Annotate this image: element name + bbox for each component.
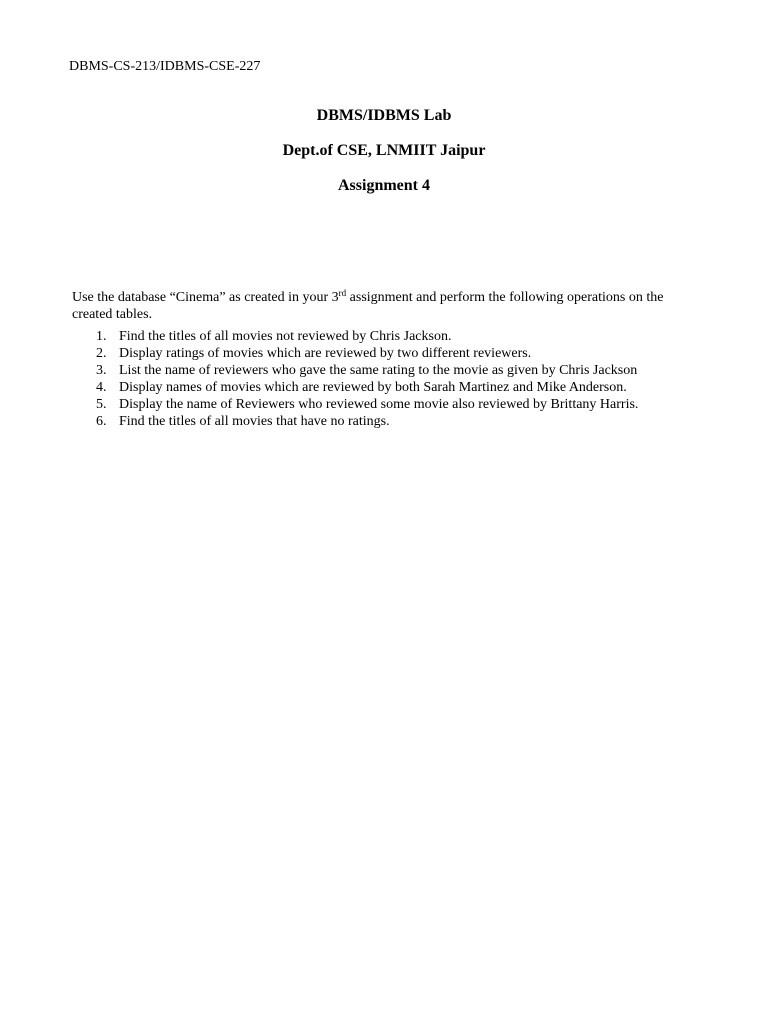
task-text: Find the titles of all movies that have no ratings.	[119, 414, 390, 429]
task-item	[72, 396, 732, 413]
assignment-title: Assignment 4	[337, 177, 430, 194]
task-list	[72, 328, 732, 430]
task-text: Display ratings of movies which are reviewed by two different reviewers.	[119, 346, 532, 361]
task-text: Display the name of Reviewers who reviewed some movie also reviewed by Brittany Harris.	[119, 397, 639, 412]
task-number: 1.	[96, 329, 107, 344]
task-number: 3.	[96, 363, 107, 378]
task-number: 6.	[96, 414, 107, 429]
task-text: List the name of reviewers who gave the same rating to the movie as given by Chris Jackson	[119, 363, 638, 378]
intro-superscript: rd	[338, 288, 347, 298]
task-number: 5.	[96, 397, 107, 412]
task-number: 2.	[96, 346, 107, 361]
course-code: DBMS-CS-213/IDBMS-CSE-227	[69, 59, 261, 74]
lab-title: DBMS/IDBMS Lab	[316, 107, 452, 124]
task-item	[72, 345, 732, 362]
task-item	[72, 328, 732, 345]
department-title: Dept.of CSE, LNMIIT Jaipur	[282, 142, 486, 159]
task-text: Find the titles of all movies not reviewed by Chris Jackson.	[119, 329, 452, 344]
task-item	[72, 379, 732, 396]
task-number: 4.	[96, 380, 107, 395]
intro-paragraph	[72, 289, 702, 323]
task-text: Display names of movies which are reviewed by both Sarah Martinez and Mike Anderson.	[119, 380, 627, 395]
task-item	[72, 362, 732, 379]
task-item	[72, 413, 732, 430]
intro-text-start: Use the database “Cinema” as created in your 3	[72, 290, 339, 305]
intro-text-end: assignment and perform the following operations on the created tables.	[72, 290, 664, 322]
